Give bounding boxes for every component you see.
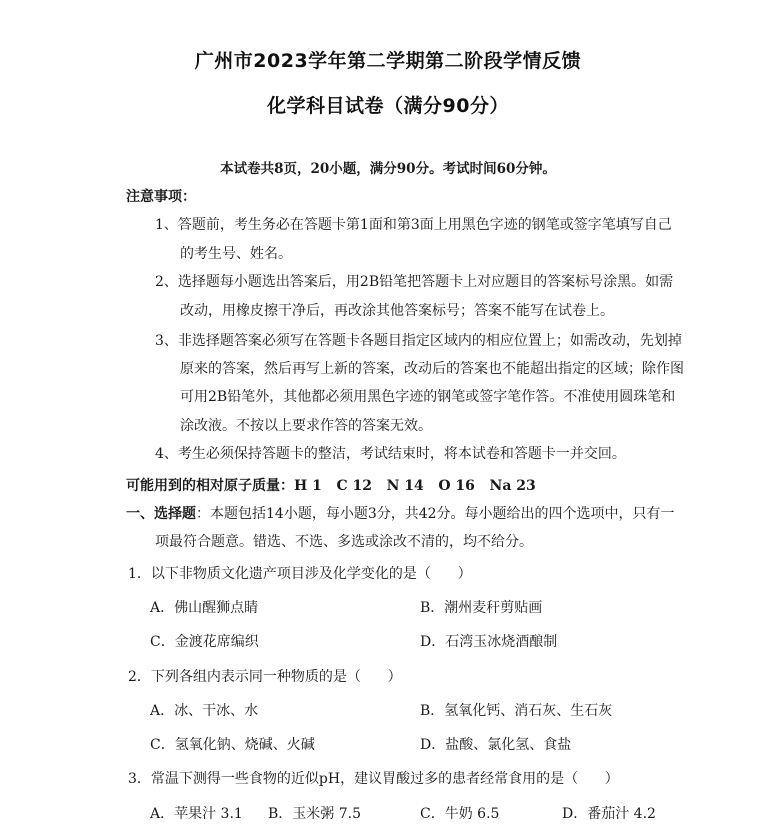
option-c: C．氢氧化钠、烧碱、火碱	[150, 737, 315, 753]
option-d: D．石湾玉冰烧酒酿制	[420, 634, 558, 650]
exam-title: 广州市2023学年第二学期第二阶段学情反馈	[194, 50, 582, 72]
option-d: D．番茄汁 4.2	[562, 806, 656, 822]
note-line: 改动，用橡皮擦干净后，再改涂其他答案标号；答案不能写在试卷上。	[180, 303, 614, 319]
section-prefix: 一、	[126, 506, 154, 522]
note-line: 涂改液。不按以上要求作答的答案无效。	[180, 418, 432, 434]
option-b: B．潮州麦秆剪贴画	[420, 600, 543, 616]
note-line: 的考生号、姓名。	[180, 246, 292, 262]
section-desc: ：本题包括14小题，每小题3分，共42分。每小题给出的四个选项中，只有一	[196, 506, 675, 522]
note-number: 3、	[155, 333, 178, 349]
exam-info: 本试卷共8页，20小题，满分90分。考试时间60分钟。	[220, 161, 556, 177]
note-line: 原来的答案，然后再写上新的答案，改动后的答案也不能超出指定的区域；除作图	[180, 361, 684, 377]
section-title: 选择题	[154, 506, 196, 522]
note-line: 非选择题答案必须写在答题卡各题目指定区域内的相应位置上；如需改动，先划掉	[177, 333, 682, 349]
option-a: A．冰、干冰、水	[150, 703, 259, 719]
option-b: B．氢氧化钙、消石灰、生石灰	[420, 703, 613, 719]
question-stem: 3．常温下测得一些食物的近似pH，建议胃酸过多的患者经常食用的是（ ）	[128, 771, 619, 787]
option-c: C．金渡花席编织	[150, 634, 259, 650]
section-desc-line: 项最符合题意。错选、不选、多选或涂改不清的，均不给分。	[155, 534, 533, 550]
note-item	[155, 443, 626, 463]
note-number: 2、	[155, 274, 178, 290]
question-stem: 1．以下非物质文化遗产项目涉及化学变化的是（ ）	[128, 566, 472, 582]
atomic-mass-values: H 1 C 12 N 14 O 16 Na 23	[294, 478, 536, 494]
atomic-mass-line	[126, 475, 536, 495]
section-heading-line	[126, 503, 675, 523]
question-stem: 2．下列各组内表示同一种物质的是（ ）	[128, 669, 402, 685]
exam-subtitle: 化学科目试卷（满分90分）	[267, 95, 509, 117]
notes-heading: 注意事项：	[126, 189, 196, 205]
atomic-mass-label: 可能用到的相对原子质量：	[126, 478, 294, 494]
note-line: 选择题每小题选出答案后，用2B铅笔把答题卡上对应题目的答案标号涂黑。如需	[177, 274, 674, 290]
note-line: 可用2B铅笔外，其他都必须用黑色字迹的钢笔或签字笔作答。不准使用圆珠笔和	[180, 389, 676, 405]
note-number: 4、	[155, 446, 178, 462]
option-a: A．苹果汁 3.1	[150, 806, 243, 822]
option-c: C．牛奶 6.5	[420, 806, 500, 822]
note-line: 答题前，考生务必在答题卡第1面和第3面上用黑色字迹的钢笔或签字笔填写自己	[177, 217, 672, 233]
note-number: 1、	[155, 217, 178, 233]
note-item	[155, 271, 673, 291]
note-line: 考生必须保持答题卡的整洁，考试结束时，将本试卷和答题卡一并交回。	[177, 446, 626, 462]
note-item	[155, 330, 682, 350]
option-d: D．盐酸、氯化氢、食盐	[420, 737, 572, 753]
option-b: B．玉米粥 7.5	[268, 806, 362, 822]
option-a: A．佛山醒狮点睛	[150, 600, 259, 616]
note-item	[155, 214, 672, 234]
